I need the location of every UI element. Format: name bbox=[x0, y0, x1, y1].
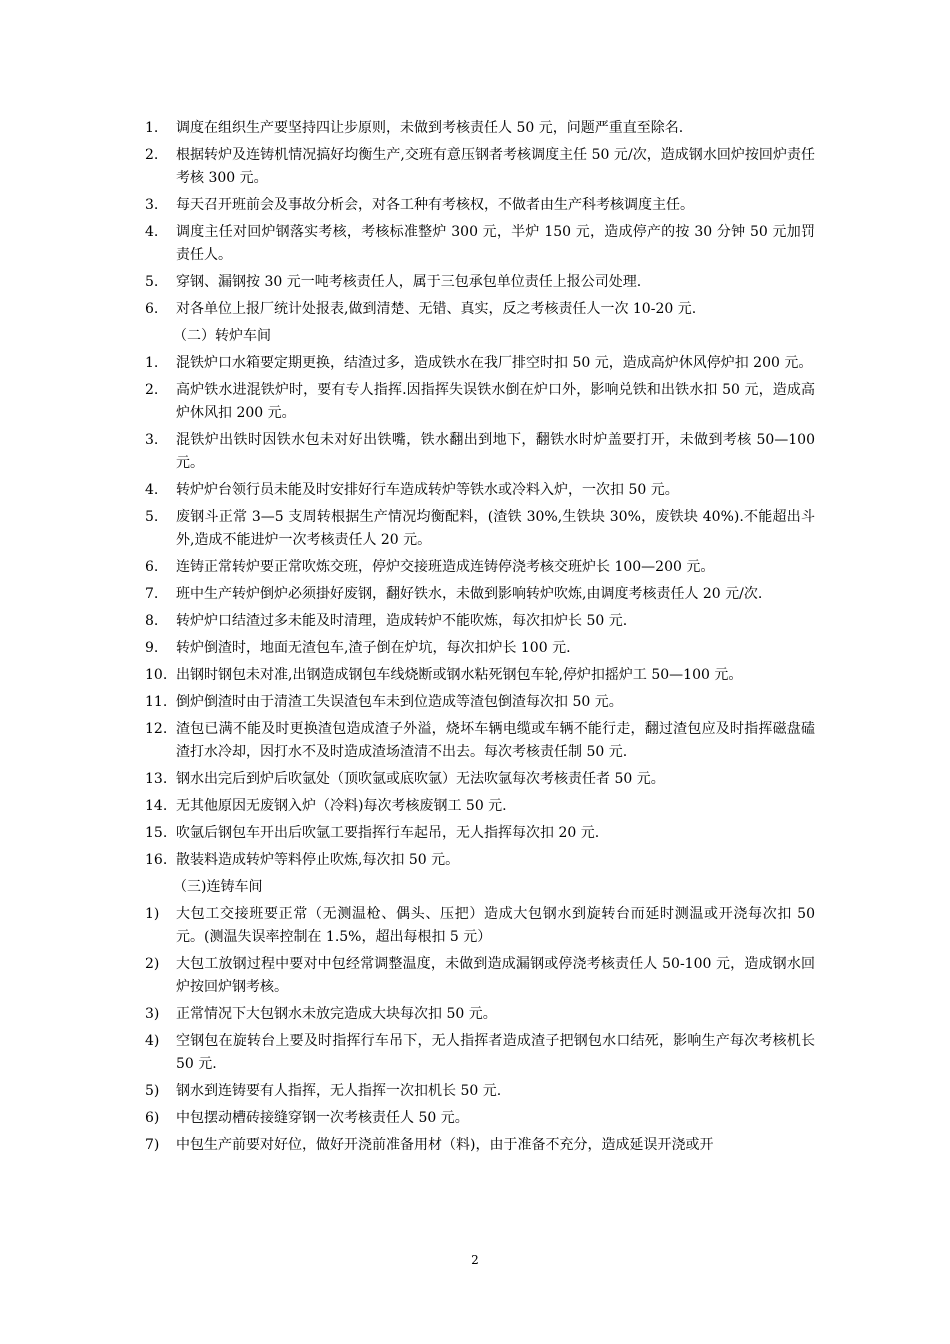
list-item-number: 9. bbox=[145, 640, 159, 656]
list-converter-rules bbox=[143, 352, 815, 872]
list-item-number: 2. bbox=[145, 147, 159, 163]
list-item-text: 穿钢、漏钢按 30 元一吨考核责任人，属于三包承包单位责任上报公司处理. bbox=[176, 274, 642, 290]
list-item bbox=[143, 610, 815, 633]
list-item-text: 对各单位上报厂统计处报表,做到清楚、无错、真实，反之考核责任人一次 10-20 元. bbox=[176, 301, 697, 317]
list-item bbox=[143, 768, 815, 791]
list-item-number: 1. bbox=[145, 355, 159, 371]
list-item-text: 散装料造成转炉等料停止吹炼,每次扣 50 元。 bbox=[176, 852, 460, 868]
list-caster-rules bbox=[143, 903, 815, 1157]
list-item-number: 16. bbox=[145, 852, 168, 868]
list-item-number: 3. bbox=[145, 432, 159, 448]
list-item-text: 大包工放钢过程中要对中包经常调整温度，未做到造成漏钢或停浇考核责任人 50-100 元，造成钢水回炉按回炉钢考核。 bbox=[176, 956, 815, 995]
list-item bbox=[143, 194, 815, 217]
section-heading-caster-workshop: （三)连铸车间 bbox=[173, 879, 263, 895]
list-item bbox=[143, 664, 815, 687]
list-item-number: 2. bbox=[145, 382, 159, 398]
list-item bbox=[143, 903, 815, 949]
list-item bbox=[143, 556, 815, 579]
list-item-text: 调度在组织生产要坚持四让步原则，未做到考核责任人 50 元，问题严重直至除名. bbox=[176, 120, 684, 136]
list-item-number: 2) bbox=[145, 956, 160, 972]
list-item-text: 调度主任对回炉钢落实考核，考核标准整炉 300 元，半炉 150 元，造成停产的按 30 分钟 50 元加罚责任人。 bbox=[176, 224, 815, 263]
list-item-text: 大包工交接班要正常（无测温枪、偶头、压把）造成大包钢水到旋转台而延时测温或开浇每次扣 50 元。(测温失误率控制在 1.5%，超出每根扣 5 元） bbox=[176, 906, 815, 945]
list-item-text: 无其他原因无废钢入炉（冷料)每次考核废钢工 50 元. bbox=[176, 798, 507, 814]
document-body bbox=[143, 117, 815, 1161]
section-heading-converter-workshop: （二）转炉车间 bbox=[173, 328, 271, 344]
list-item-number: 6) bbox=[145, 1110, 160, 1126]
list-item bbox=[143, 479, 815, 502]
list-item-text: 转炉炉口结渣过多未能及时清理，造成转炉不能吹炼，每次扣炉长 50 元. bbox=[176, 613, 628, 629]
list-item bbox=[143, 718, 815, 764]
list-item bbox=[143, 849, 815, 872]
list-item bbox=[143, 822, 815, 845]
list-item-text: 中包摆动槽砖接缝穿钢一次考核责任人 50 元。 bbox=[176, 1110, 469, 1126]
list-item-text: 渣包已满不能及时更换渣包造成渣子外溢，烧坏车辆电缆或车辆不能行走，翻过渣包应及时指挥磁盘磕渣打水冷却，因打水不及时造成渣场渣清不出去。每次考核责任制 50 元. bbox=[176, 721, 815, 760]
list-item-number: 10. bbox=[145, 667, 168, 683]
list-item bbox=[143, 583, 815, 606]
list-item-text: 连铸正常转炉要正常吹炼交班，停炉交接班造成连铸停浇考核交班炉长 100—200 元。 bbox=[176, 559, 715, 575]
list-item-number: 6. bbox=[145, 301, 159, 317]
list-item bbox=[143, 1030, 815, 1076]
list-item bbox=[143, 221, 815, 267]
list-item bbox=[143, 691, 815, 714]
list-item bbox=[143, 1134, 815, 1157]
list-item-text: 混铁炉口水箱要定期更换，结渣过多，造成铁水在我厂排空时扣 50 元，造成高炉休风停炉扣 200 元。 bbox=[176, 355, 813, 371]
list-item-number: 5) bbox=[145, 1083, 160, 1099]
list-item-text: 钢水出完后到炉后吹氩处（顶吹氩或底吹氩）无法吹氩每次考核责任者 50 元。 bbox=[176, 771, 665, 787]
list-item-text: 混铁炉出铁时因铁水包未对好出铁嘴，铁水翻出到地下，翻铁水时炉盖要打开，未做到考核 50—100 元。 bbox=[176, 432, 815, 471]
list-item-number: 7) bbox=[145, 1137, 160, 1153]
list-item bbox=[143, 379, 815, 425]
list-item-number: 1) bbox=[145, 906, 160, 922]
list-item bbox=[143, 117, 815, 140]
list-item bbox=[143, 1080, 815, 1103]
list-item bbox=[143, 352, 815, 375]
list-item bbox=[143, 953, 815, 999]
list-item-number: 8. bbox=[145, 613, 159, 629]
list-item-text: 每天召开班前会及事故分析会，对各工种有考核权，不做者由生产科考核调度主任。 bbox=[176, 197, 694, 213]
list-item bbox=[143, 637, 815, 660]
list-item bbox=[143, 795, 815, 818]
list-item-text: 高炉铁水进混铁炉时，要有专人指挥.因指挥失误铁水倒在炉口外，影响兑铁和出铁水扣 50 元，造成高炉休风扣 200 元。 bbox=[176, 382, 815, 421]
list-item-text: 根据转炉及连铸机情况搞好均衡生产,交班有意压钢者考核调度主任 50 元/次，造成钢水回炉按回炉责任考核 300 元。 bbox=[176, 147, 815, 186]
list-item-number: 4. bbox=[145, 224, 159, 240]
list-dispatch-rules bbox=[143, 117, 815, 321]
list-item-number: 4) bbox=[145, 1033, 160, 1049]
list-item-text: 班中生产转炉倒炉必须掛好废钢，翻好铁水，未做到影响转炉吹炼,由调度考核责任人 20 元/次. bbox=[176, 586, 763, 602]
list-item bbox=[143, 298, 815, 321]
list-item bbox=[143, 506, 815, 552]
list-item-text: 转炉炉台领行员未能及时安排好行车造成转炉等铁水或冷料入炉，一次扣 50 元。 bbox=[176, 482, 679, 498]
list-item-number: 7. bbox=[145, 586, 159, 602]
list-item-number: 13. bbox=[145, 771, 168, 787]
list-item-number: 5. bbox=[145, 509, 159, 525]
list-item-text: 正常情况下大包钢水未放完造成大块每次扣 50 元。 bbox=[176, 1006, 497, 1022]
list-item-number: 3) bbox=[145, 1006, 160, 1022]
list-item-text: 倒炉倒渣时由于清渣工失误渣包车未到位造成等渣包倒渣每次扣 50 元。 bbox=[176, 694, 623, 710]
list-item bbox=[143, 429, 815, 475]
list-item-number: 6. bbox=[145, 559, 159, 575]
list-item-text: 出钢时钢包未对准,出钢造成钢包车线烧断或钢水粘死钢包车轮,停炉扣摇炉工 50—100 元。 bbox=[176, 667, 743, 683]
page-number: 2 bbox=[471, 1253, 479, 1267]
list-item-number: 14. bbox=[145, 798, 168, 814]
list-item-text: 废钢斗正常 3—5 支周转根据生产情况均衡配料，(渣铁 30%,生铁块 30%，废铁块 40%).不能超出斗外,造成不能进炉一次考核责任人 20 元。 bbox=[176, 509, 815, 548]
list-item-text: 空钢包在旋转台上要及时指挥行车吊下，无人指挥者造成渣子把钢包水口结死，影响生产每次考核机长 50 元. bbox=[176, 1033, 815, 1072]
list-item-number: 5. bbox=[145, 274, 159, 290]
list-item-number: 12. bbox=[145, 721, 168, 737]
list-item-number: 4. bbox=[145, 482, 159, 498]
list-item-text: 转炉倒渣时，地面无渣包车,渣子倒在炉坑，每次扣炉长 100 元. bbox=[176, 640, 571, 656]
list-item-text: 中包生产前要对好位，做好开浇前准备用材（料)，由于准备不充分，造成延误开浇或开 bbox=[176, 1137, 714, 1153]
list-item-text: 吹氩后钢包车开出后吹氩工要指挥行车起吊，无人指挥每次扣 20 元. bbox=[176, 825, 600, 841]
list-item-number: 11. bbox=[145, 694, 168, 710]
list-item bbox=[143, 1107, 815, 1130]
list-item-number: 1. bbox=[145, 120, 159, 136]
list-item-number: 15. bbox=[145, 825, 168, 841]
list-item bbox=[143, 144, 815, 190]
list-item-number: 3. bbox=[145, 197, 159, 213]
list-item bbox=[143, 1003, 815, 1026]
list-item bbox=[143, 271, 815, 294]
list-item-text: 钢水到连铸要有人指挥，无人指挥一次扣机长 50 元. bbox=[176, 1083, 502, 1099]
